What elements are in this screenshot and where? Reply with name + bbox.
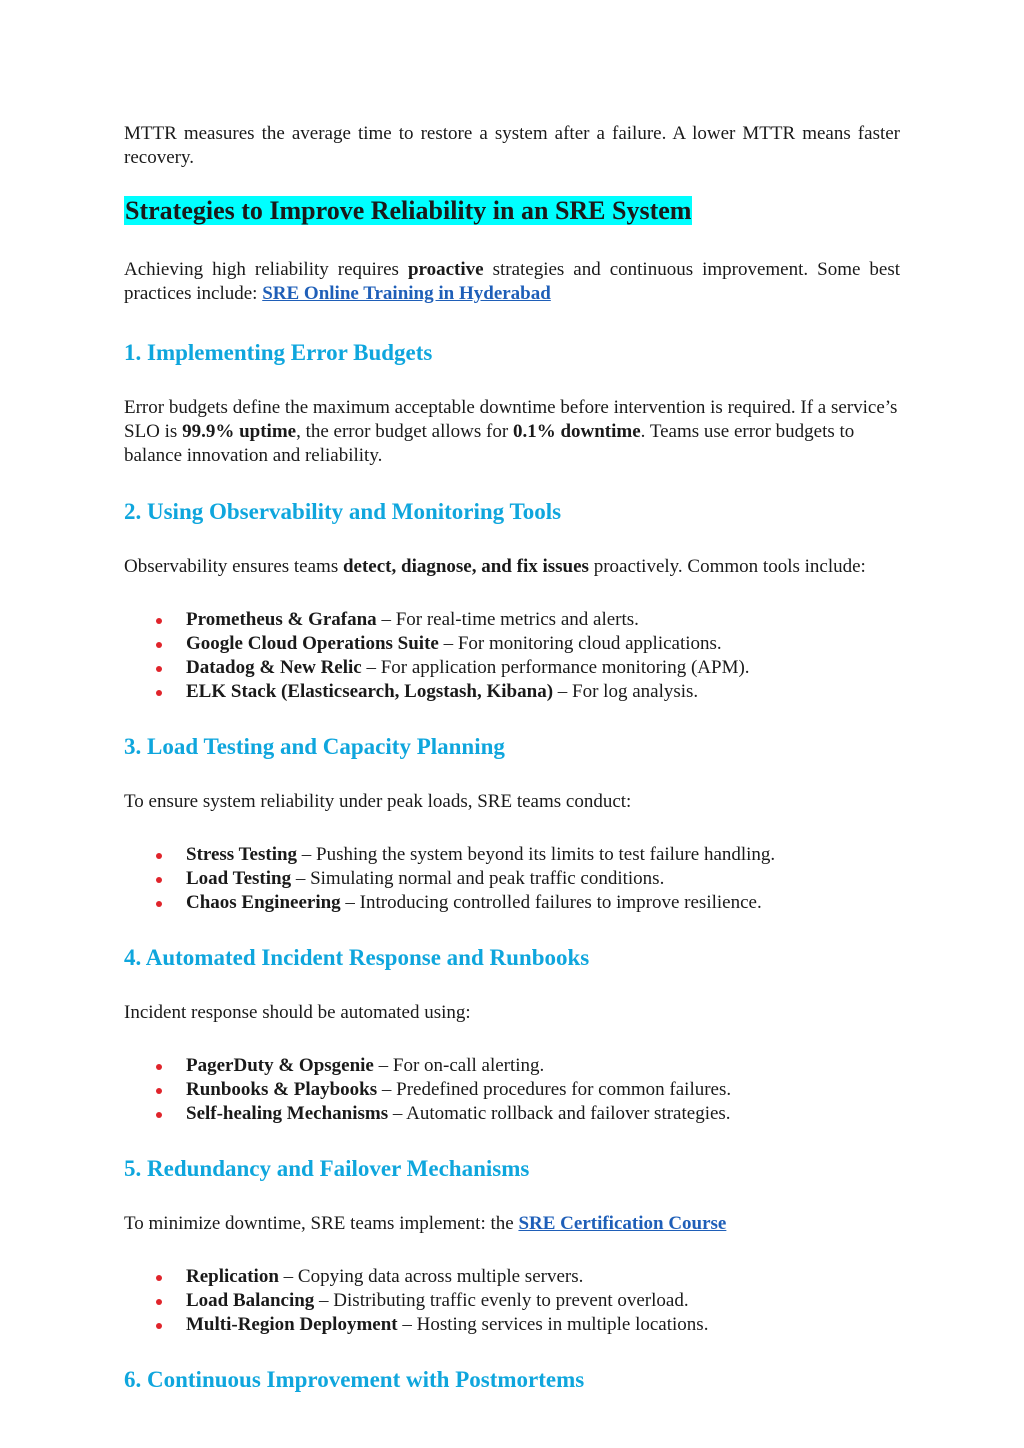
- item-bold: Load Testing: [186, 868, 292, 889]
- item-bold: ELK Stack (Elasticsearch, Logstash, Kibana): [186, 681, 554, 702]
- section-incident-response: [124, 943, 900, 1126]
- item-bold: Runbooks & Playbooks: [186, 1079, 378, 1100]
- section-paragraph: [124, 1212, 900, 1236]
- sre-online-training-link[interactable]: SRE Online Training in Hyderabad: [262, 283, 551, 304]
- text: To minimize downtime, SRE teams implement: the: [124, 1213, 519, 1234]
- bold-text: detect, diagnose, and fix issues: [342, 556, 589, 577]
- bullet-list: [124, 1265, 900, 1337]
- bullet-icon: [156, 853, 162, 859]
- section-title: 5. Redundancy and Failover Mechanisms: [124, 1156, 530, 1181]
- list-item: [124, 632, 900, 656]
- list-item: [124, 1054, 900, 1078]
- text: To ensure system reliability under peak loads, SRE teams conduct:: [124, 791, 632, 812]
- item-text: – For application performance monitoring (APM).: [361, 657, 750, 678]
- item-bold: Datadog & New Relic: [186, 657, 362, 678]
- bullet-icon: [156, 1088, 162, 1094]
- sre-certification-course-link[interactable]: SRE Certification Course: [518, 1213, 727, 1234]
- item-text: – Predefined procedures for common failures.: [377, 1079, 732, 1100]
- section-paragraph: [124, 396, 900, 468]
- list-item: [124, 1102, 900, 1126]
- item-bold: Load Balancing: [186, 1290, 315, 1311]
- section-title: 1. Implementing Error Budgets: [124, 340, 433, 365]
- item-bold: Stress Testing: [186, 844, 298, 865]
- item-text: – For log analysis.: [553, 681, 699, 702]
- list-item: [124, 608, 900, 632]
- item-text: – Pushing the system beyond its limits to test failure handling.: [297, 844, 776, 865]
- intro-text-1: Achieving high reliability requires: [124, 259, 408, 280]
- mttr-paragraph: MTTR measures the average time to restore a system after a failure. A lower MTTR means faster recovery.: [124, 123, 900, 168]
- item-bold: Chaos Engineering: [186, 892, 341, 913]
- section-paragraph: [124, 555, 900, 579]
- intro-text-2: strategies and continuous improvement. Some best practices include:: [124, 259, 901, 304]
- item-bold: Self-healing Mechanisms: [186, 1103, 389, 1124]
- bold-text: 99.9% uptime: [182, 421, 297, 442]
- item-text: – Simulating normal and peak traffic conditions.: [291, 868, 665, 889]
- bullet-icon: [156, 1299, 162, 1305]
- list-item: [124, 1313, 900, 1337]
- bullet-list: [124, 843, 900, 915]
- item-bold: PagerDuty & Opsgenie: [186, 1055, 374, 1076]
- bullet-icon: [156, 901, 162, 907]
- list-item: [124, 1078, 900, 1102]
- main-heading-text: Strategies to Improve Reliability in an SRE System: [125, 196, 692, 225]
- section-title: 4. Automated Incident Response and Runbooks: [124, 945, 590, 970]
- list-item: [124, 680, 900, 704]
- bold-text: 0.1% downtime: [512, 421, 641, 442]
- document-content: [124, 122, 900, 1395]
- section-redundancy: [124, 1154, 900, 1337]
- section-title: 6. Continuous Improvement with Postmortems: [124, 1367, 585, 1392]
- text: Incident response should be automated using:: [124, 1002, 471, 1023]
- text: proactively. Common tools include:: [588, 556, 866, 577]
- list-item: [124, 1265, 900, 1289]
- section-paragraph: [124, 1001, 900, 1025]
- section-observability: [124, 497, 900, 704]
- list-item: [124, 1289, 900, 1313]
- item-bold: Prometheus & Grafana: [186, 609, 377, 630]
- text: . Teams use error budgets to balance innovation and reliability.: [124, 421, 855, 466]
- item-bold: Multi-Region Deployment: [186, 1314, 398, 1335]
- bullet-icon: [156, 1064, 162, 1070]
- list-item: [124, 656, 900, 680]
- text: , the error budget allows for: [296, 421, 513, 442]
- bullet-icon: [156, 1112, 162, 1118]
- bullet-icon: [156, 1275, 162, 1281]
- bullet-list: [124, 608, 900, 704]
- bullet-icon: [156, 1323, 162, 1329]
- section-paragraph: [124, 790, 900, 814]
- section-title: 2. Using Observability and Monitoring Tools: [124, 499, 562, 524]
- main-heading: [124, 194, 900, 228]
- bullet-icon: [156, 877, 162, 883]
- item-bold: Google Cloud Operations Suite: [186, 633, 439, 654]
- item-text: – Introducing controlled failures to improve resilience.: [340, 892, 762, 913]
- item-text: – For real-time metrics and alerts.: [376, 609, 639, 630]
- text: Observability ensures teams: [124, 556, 343, 577]
- bullet-icon: [156, 642, 162, 648]
- bullet-icon: [156, 618, 162, 624]
- item-text: – For on-call alerting.: [373, 1055, 545, 1076]
- intro-bold: proactive: [407, 259, 484, 280]
- section-load-testing: [124, 732, 900, 915]
- item-text: – Automatic rollback and failover strategies.: [388, 1103, 731, 1124]
- item-bold: Replication: [186, 1266, 279, 1287]
- list-item: [124, 843, 900, 867]
- item-text: – For monitoring cloud applications.: [438, 633, 722, 654]
- bullet-list: [124, 1054, 900, 1126]
- text: Error budgets define the maximum acceptable downtime before intervention is required. If a service’s SLO is: [124, 397, 898, 442]
- section-error-budgets: [124, 338, 900, 468]
- section-postmortems: [124, 1365, 900, 1395]
- list-item: [124, 867, 900, 891]
- item-text: – Hosting services in multiple locations.: [397, 1314, 709, 1335]
- item-text: – Distributing traffic evenly to prevent overload.: [314, 1290, 689, 1311]
- bullet-icon: [156, 690, 162, 696]
- list-item: [124, 891, 900, 915]
- bullet-icon: [156, 666, 162, 672]
- section-title: 3. Load Testing and Capacity Planning: [124, 734, 505, 759]
- intro-paragraph: [124, 258, 900, 306]
- item-text: – Copying data across multiple servers.: [278, 1266, 584, 1287]
